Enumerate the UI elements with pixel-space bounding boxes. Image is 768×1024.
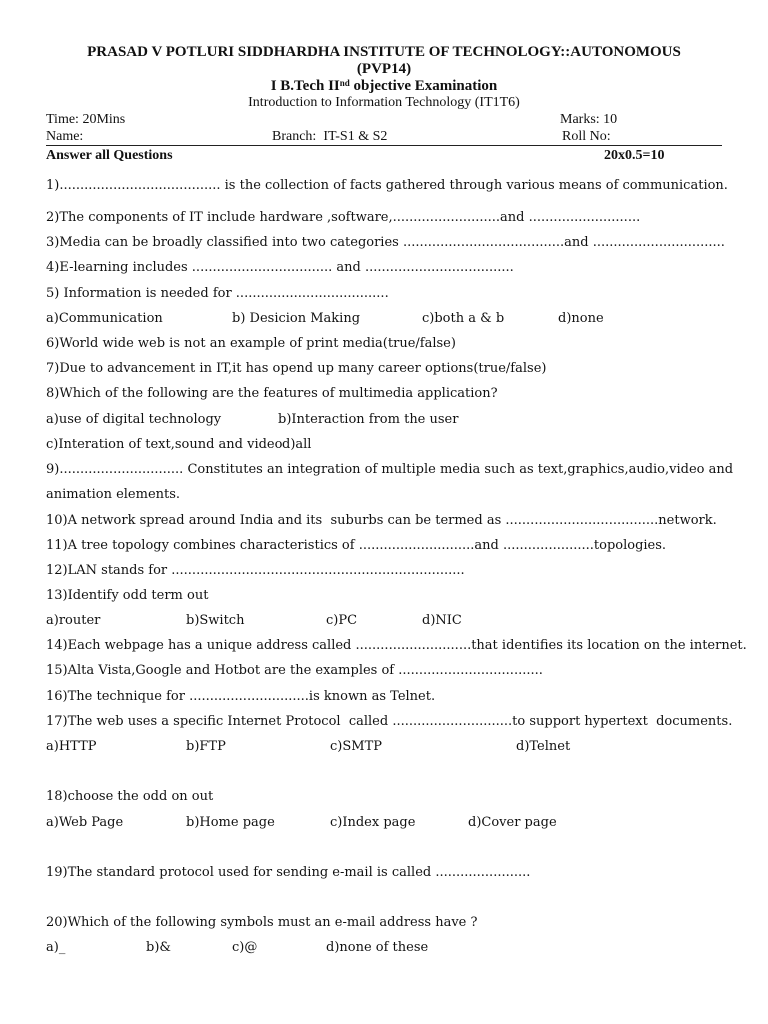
option-d: d)none xyxy=(558,311,604,326)
question-1: 1)....................................... is the collection of facts gathered through various means of communication. xyxy=(46,178,728,193)
option-c: c)both a & b xyxy=(422,311,505,326)
option-b: b)Interaction from the user xyxy=(278,412,459,427)
question-2: 2)The components of IT include hardware ,software,..........................and ........................... xyxy=(46,210,641,225)
question-9: 9).............................. Constitutes an integration of multiple media such as text,graphics,audio,video and xyxy=(46,462,734,477)
option-d: d)Telnet xyxy=(516,739,571,754)
option-c: c)Interation of text,sound and video xyxy=(46,437,283,452)
option-c: c)SMTP xyxy=(330,739,382,754)
question-7: 7)Due to advancement in IT,it has opend up many career options(true/false) xyxy=(46,361,547,376)
roll-no-label: Roll No: xyxy=(562,129,611,144)
exam-marks: Marks: 10 xyxy=(560,112,618,127)
option-a: a)use of digital technology xyxy=(46,412,222,427)
question-16: 16)The technique for .............................is known as Telnet. xyxy=(46,689,436,704)
option-b: b) Desicion Making xyxy=(232,311,361,326)
branch-label: Branch: IT-S1 & S2 xyxy=(272,129,388,144)
question-20: 20)Which of the following symbols must an e-mail address have ? xyxy=(46,915,478,930)
marking-scheme: 20x0.5=10 xyxy=(604,148,665,163)
option-d: d)none of these xyxy=(326,940,429,955)
question-4: 4)E-learning includes .................................. and .................................... xyxy=(46,260,514,275)
option-c: c)PC xyxy=(326,613,358,628)
exam-title-sup: nd xyxy=(339,78,350,88)
option-d: d)all xyxy=(282,437,312,452)
option-b: b)Switch xyxy=(186,613,245,628)
instruction: Answer all Questions xyxy=(46,148,173,163)
question-15: 15)Alta Vista,Google and Hotbot are the examples of ................................... xyxy=(46,663,543,678)
option-a: a)Web Page xyxy=(46,815,124,830)
question-13: 13)Identify odd term out xyxy=(46,588,209,603)
header-divider xyxy=(46,145,722,146)
exam-title-suffix: objective Examination xyxy=(349,78,498,94)
institute-name: PRASAD V POTLURI SIDDHARDHA INSTITUTE OF TECHNOLOGY::AUTONOMOUS xyxy=(87,44,681,60)
option-b: b)FTP xyxy=(186,739,226,754)
question-14: 14)Each webpage has a unique address called ............................that identifies its location on the internet. xyxy=(46,638,747,653)
exam-title xyxy=(0,78,768,94)
option-b: b)& xyxy=(146,940,171,955)
question-6: 6)World wide web is not an example of print media(true/false) xyxy=(46,336,456,351)
exam-title-prefix: I B.Tech II xyxy=(270,78,340,94)
question-9-continued: animation elements. xyxy=(46,487,181,502)
option-c: c)Index page xyxy=(330,815,416,830)
question-17: 17)The web uses a specific Internet Protocol called .............................to support hypertext documents. xyxy=(46,714,733,729)
option-d: d)NIC xyxy=(422,613,462,628)
course-title: Introduction to Information Technology (IT1T6) xyxy=(248,95,520,110)
question-18: 18)choose the odd on out xyxy=(46,789,214,804)
question-11: 11)A tree topology combines characteristics of ............................and ......................topologies. xyxy=(46,538,667,553)
option-a: a)Communication xyxy=(46,311,163,326)
question-5: 5) Information is needed for ..................................... xyxy=(46,286,389,301)
question-10: 10)A network spread around India and its suburbs can be termed as .....................................network. xyxy=(46,513,717,528)
option-d: d)Cover page xyxy=(468,815,557,830)
option-a: a)_ xyxy=(46,940,66,955)
student-name-label: Name: xyxy=(46,129,84,144)
question-3: 3)Media can be broadly classified into two categories .......................................and ................................ xyxy=(46,235,725,250)
regulation-code: (PVP14) xyxy=(356,61,412,77)
question-8: 8)Which of the following are the features of multimedia application? xyxy=(46,386,498,401)
question-12: 12)LAN stands for ....................................................................... xyxy=(46,563,465,578)
option-c: c)@ xyxy=(232,940,258,955)
question-19: 19)The standard protocol used for sending e-mail is called ....................... xyxy=(46,865,531,880)
option-a: a)router xyxy=(46,613,101,628)
option-a: a)HTTP xyxy=(46,739,97,754)
exam-time: Time: 20Mins xyxy=(46,112,126,127)
option-b: b)Home page xyxy=(186,815,275,830)
